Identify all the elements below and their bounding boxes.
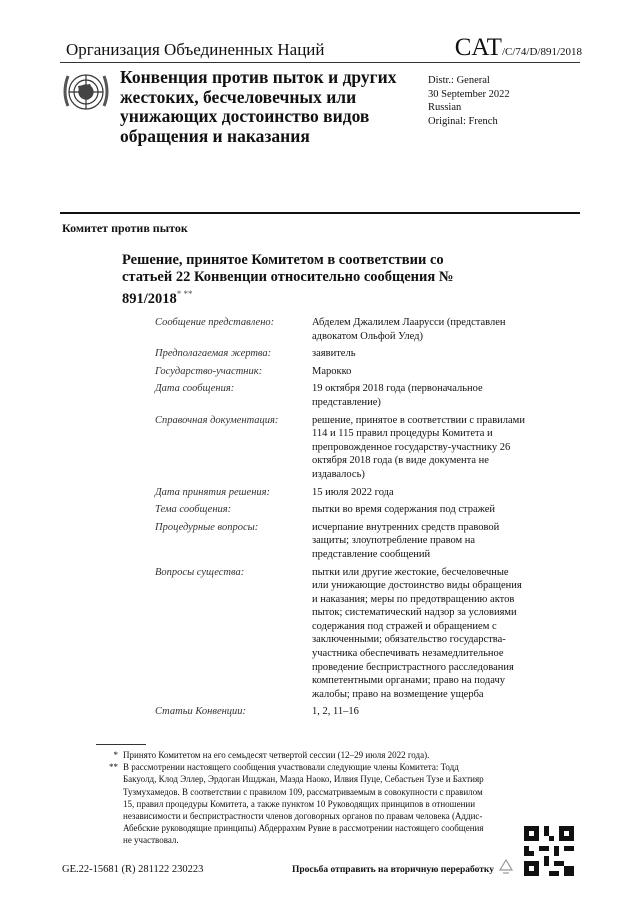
table-row bbox=[155, 382, 535, 409]
committee-name: Комитет против пыток bbox=[62, 221, 188, 235]
row-value: 1, 2, 11–16 bbox=[312, 706, 359, 718]
table-row bbox=[155, 705, 535, 719]
case-details-table bbox=[155, 316, 535, 723]
row-label: Сообщение представлено: bbox=[155, 317, 275, 328]
row-value: 15 июля 2022 года bbox=[312, 486, 394, 498]
footnote-mark: * bbox=[113, 750, 118, 760]
footnote bbox=[100, 749, 490, 761]
table-row bbox=[155, 503, 535, 517]
qr-code-icon bbox=[524, 826, 574, 876]
section-divider bbox=[60, 212, 580, 214]
table-row bbox=[155, 347, 535, 361]
distr-original: Original: French bbox=[428, 115, 498, 127]
recycle-text: Просьба отправить на вторичную переработку bbox=[292, 865, 494, 875]
row-value: заявитель bbox=[312, 348, 356, 360]
convention-title: Конвенция против пыток и других жестоких, бесчеловечных или унижающих достоинство видов обращения и наказания bbox=[120, 67, 397, 146]
row-value: пытки во время содержания под стражей bbox=[312, 504, 496, 516]
decision-title bbox=[122, 252, 462, 308]
row-label: Тема сообщения: bbox=[155, 504, 232, 516]
row-label: Процедурные вопросы: bbox=[155, 521, 259, 533]
table-row bbox=[155, 316, 535, 343]
row-label: Дата принятия решения: bbox=[155, 486, 271, 498]
header-divider bbox=[60, 62, 580, 63]
footnote-separator bbox=[96, 744, 146, 745]
row-value: исчерпание внутренних средств правовой защиты; злоупотребление правом на представление сообщений bbox=[312, 521, 500, 560]
table-row bbox=[155, 566, 535, 702]
footnote-text: В рассмотрении настоящего сообщения участвовали следующие члены Комитета: Тодд Бакуолд, Клод Эллер, Эрдоган Ишджан, Маэда Наоко, Илвия Пуце, Себастьен Тузе и Бахтияр Тузмухамедов. В соответствии с правилом 109, рассматриваемым в совокупности с правилом 15, правил процедуры Комитета, а также пунктом 10 Руководящих принципов в отношении независимости и беспристрастности членов договорных органов по правам человека (Аддис-Абебские руководящие принципы) Абдеррахим Рувие в рассмотрении настоящего сообщения не участвовал. bbox=[123, 762, 484, 846]
symbol-suffix: /C/74/D/891/2018 bbox=[501, 46, 582, 58]
distribution-info bbox=[428, 74, 510, 128]
distr-line: Distr.: General bbox=[428, 75, 490, 86]
row-value: пытки или другие жестокие, бесчеловечные или унижающие достоинство виды обращения и наказания; меры по предотвращению актов пыток; систематический надзор за условиями содержания под стражей и обращением с заключенными; обязательство государства-участника обеспечивать незамедлительное проведение беспристрастного расследования компетентными органами; право на подачу жалобы; право на возмещение ущерба bbox=[312, 566, 522, 700]
row-label: Справочная документация: bbox=[155, 414, 279, 426]
symbol-main: CAT bbox=[454, 34, 502, 61]
row-label: Статьи Конвенции: bbox=[155, 706, 247, 718]
row-label: Государство-участник: bbox=[155, 365, 263, 377]
table-row bbox=[155, 486, 535, 500]
table-row bbox=[155, 414, 535, 482]
row-value: решение, принятое в соответствии с правилами 114 и 115 правил процедуры Комитета и препровожденное государству-участнику 26 октября 2018 года (в виде документа не издавалось) bbox=[312, 414, 525, 480]
distr-date: 30 September 2022 bbox=[428, 88, 510, 100]
footnote bbox=[100, 761, 490, 846]
row-label: Предполагаемая жертва: bbox=[155, 348, 272, 360]
table-row bbox=[155, 365, 535, 379]
row-label: Вопросы существа: bbox=[155, 566, 245, 578]
decision-title-text: Решение, принятое Комитетом в соответствии со статьей 22 Конвенции относительно сообщения № 891/2018 bbox=[122, 252, 454, 307]
row-value: Марокко bbox=[312, 365, 352, 377]
row-value: Абделем Джалилем Лаарусси (представлен адвокатом Ольфой Улед) bbox=[312, 317, 506, 342]
document-symbol bbox=[455, 34, 582, 62]
row-label: Дата сообщения: bbox=[155, 383, 235, 395]
document-number: GE.22-15681 (R) 281122 230223 bbox=[62, 864, 204, 875]
footnote-text: Принято Комитетом на его семьдесят четвертой сессии (12–29 июля 2022 года). bbox=[123, 750, 430, 760]
organization-name: Организация Объединенных Наций bbox=[66, 40, 325, 59]
un-emblem-icon bbox=[60, 66, 112, 118]
distr-language: Russian bbox=[428, 102, 462, 113]
table-row bbox=[155, 521, 535, 562]
recycle-icon bbox=[496, 858, 516, 878]
row-value: 19 октября 2018 года (первоначальное представление) bbox=[312, 383, 483, 408]
footnotes bbox=[100, 749, 490, 847]
footnote-mark: ** bbox=[109, 762, 118, 773]
footnote-marks: * ** bbox=[176, 289, 193, 299]
